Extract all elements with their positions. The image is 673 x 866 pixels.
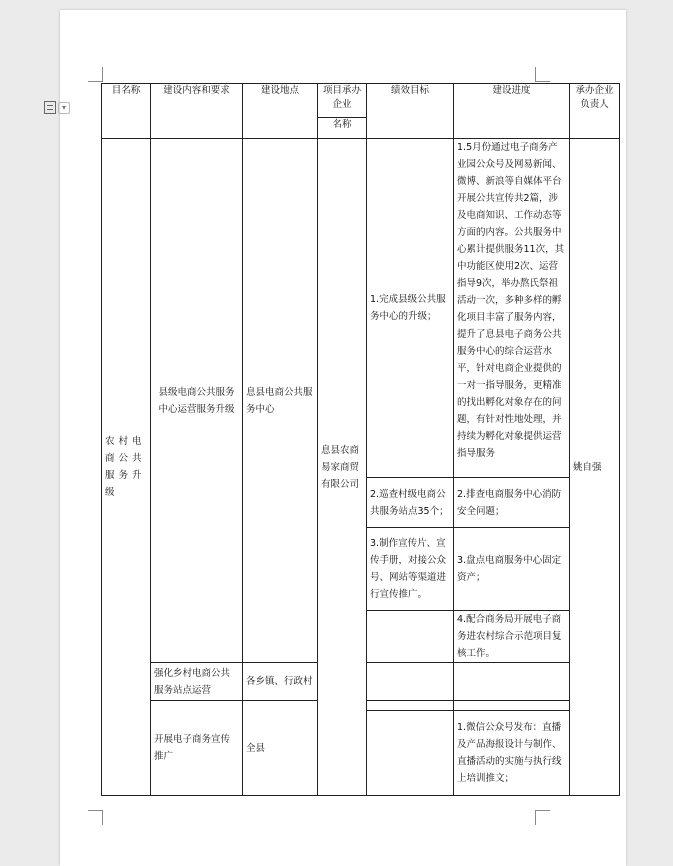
table-row <box>102 139 620 478</box>
crop-mark-top-right <box>535 67 550 82</box>
header-row <box>102 84 620 118</box>
header-company-top: 项目承办企业 <box>318 84 367 118</box>
project-name-cell: 农村电商公共服务升级 <box>102 139 151 796</box>
project-table <box>101 83 620 796</box>
target-cell <box>367 663 454 701</box>
crop-mark-top-left <box>88 67 103 82</box>
progress-cell: 2.排查电商服务中心消防安全问题； <box>454 478 570 528</box>
chevron-down-icon[interactable]: ▾ <box>58 102 70 114</box>
location-cell: 各乡镇、行政村 <box>243 663 318 701</box>
content-cell: 强化乡村电商公共服务站点运营 <box>151 663 243 701</box>
header-target: 绩效目标 <box>367 84 454 139</box>
header-company-bottom: 名称 <box>318 118 367 139</box>
header-location: 建设地点 <box>243 84 318 139</box>
target-cell <box>367 611 454 663</box>
location-cell: 息县电商公共服务中心 <box>243 139 318 663</box>
progress-cell: 3.盘点电商服务中心固定资产； <box>454 528 570 611</box>
content-cell: 县级电商公共服务中心运营服务升级 <box>151 139 243 663</box>
target-cell: 3.制作宣传片、宣传手册，对接公众号、网站等渠道进行宣传推广。 <box>367 528 454 611</box>
header-progress: 建设进度 <box>454 84 570 139</box>
document-icon <box>44 101 56 114</box>
target-cell: 2.巡查村级电商公共服务站点35个； <box>367 478 454 528</box>
progress-cell: 1.5月份通过电子商务产业园公众号及网易新闻、微博、新浪等自媒体平台开展公共宣传共2篇，涉及电商知识、工作动态等方面的内容。公共服务中心累计提供服务11次，其中功能区使用2次、运营指导9次，举办熬氏祭祖活动一次，多种多样的孵化项目丰富了服务内容，提升了息县电子商务公共服务中心的综合运营水平，针对电商企业提供的一对一指导服务，更精准的找出孵化对象存在的问题，有针对性地处理，并持续为孵化对象提供运营指导服务 <box>454 139 570 478</box>
progress-cell <box>454 701 570 711</box>
doc-outline-toggle[interactable] <box>44 101 70 114</box>
header-owner: 承办企业负责人 <box>570 84 620 139</box>
company-cell: 息县农商易家商贸有限公司 <box>318 139 367 796</box>
progress-cell: 4.配合商务局开展电子商务进农村综合示范项目复核工作。 <box>454 611 570 663</box>
target-cell <box>367 701 454 711</box>
header-project-name: 目名称 <box>102 84 151 139</box>
target-cell <box>367 711 454 796</box>
content-cell: 开展电子商务宣传推广 <box>151 701 243 796</box>
header-content: 建设内容和要求 <box>151 84 243 139</box>
crop-mark-bottom-left <box>88 810 103 825</box>
crop-mark-bottom-right <box>535 810 550 825</box>
owner-cell: 姚自强 <box>570 139 620 796</box>
progress-cell <box>454 663 570 701</box>
target-cell: 1.完成县级公共服务中心的升级； <box>367 139 454 478</box>
progress-cell: 1.微信公众号发布：直播及产品海报设计与制作、直播活动的实施与执行线上培训推文； <box>454 711 570 796</box>
location-cell: 全县 <box>243 701 318 796</box>
